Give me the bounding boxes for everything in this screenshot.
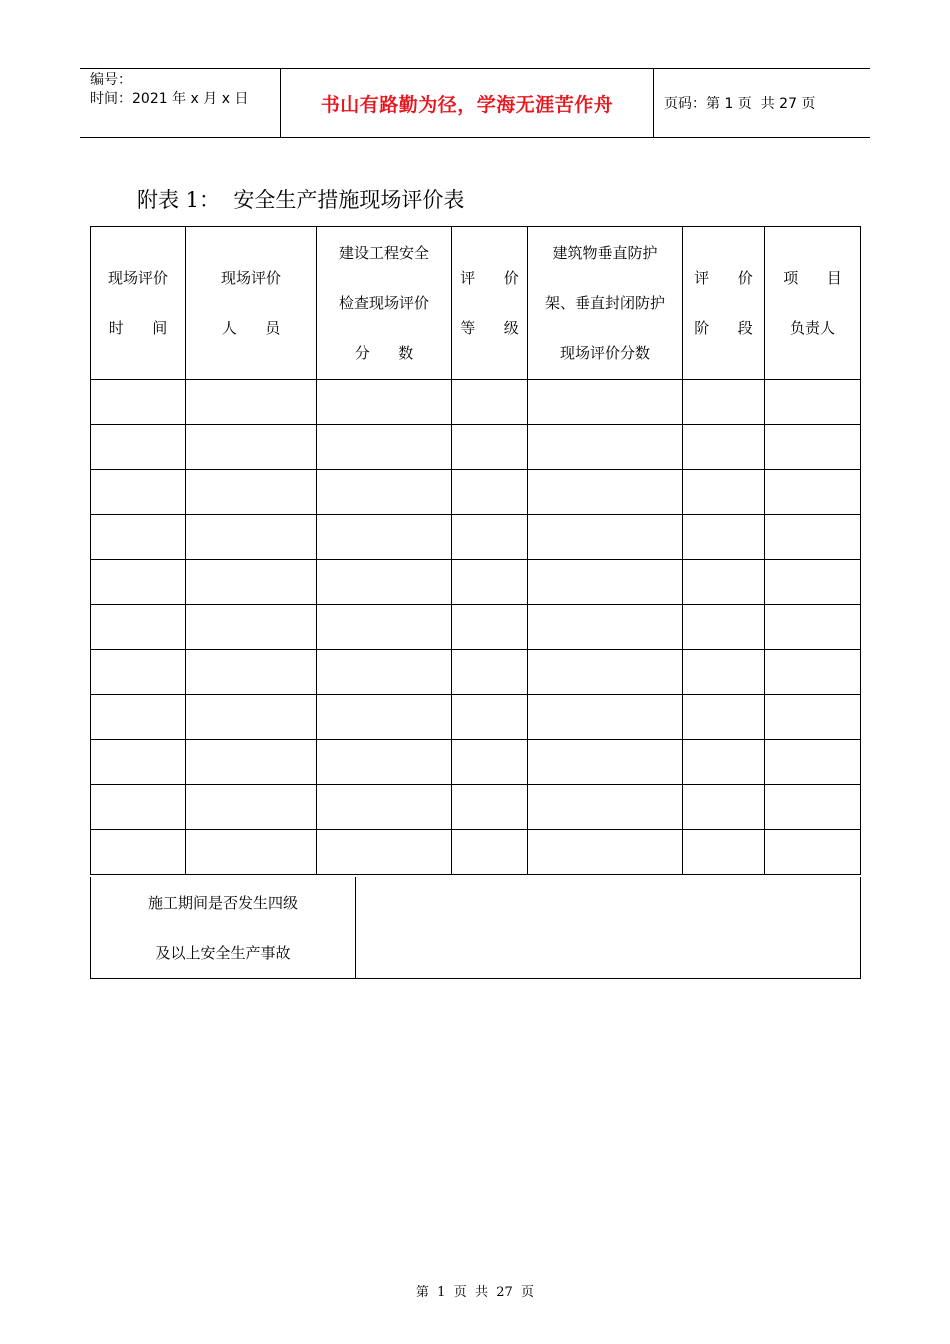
table-cell-time[interactable] — [91, 380, 186, 425]
table-cell-stage[interactable] — [683, 830, 765, 875]
evaluation-table — [90, 226, 861, 875]
table-cell-manager[interactable] — [765, 515, 861, 560]
page-footer — [0, 1281, 950, 1300]
accident-question-line-1: 施工期间是否发生四级 — [147, 893, 298, 912]
table-cell-evaluator[interactable] — [186, 740, 317, 785]
table-cell-stage[interactable] — [683, 605, 765, 650]
table-cell-grade[interactable] — [452, 605, 528, 650]
evaluation-table-body — [91, 227, 861, 875]
table-cell-time[interactable] — [91, 695, 186, 740]
document-title: 附表 1： 安全生产措施现场评价表 — [137, 188, 465, 212]
table-cell-grade[interactable] — [452, 695, 528, 740]
table-cell-evaluator[interactable] — [186, 380, 317, 425]
accident-question-row — [91, 877, 861, 979]
table-cell-manager[interactable] — [765, 740, 861, 785]
header-motto: 书山有路勤为径，学海无涯苦作舟 — [281, 69, 654, 137]
column-header-time — [91, 227, 186, 380]
table-header-row — [91, 227, 861, 380]
column-header-protection-score — [528, 227, 683, 380]
column-header-line: 现场评价 — [220, 269, 281, 287]
column-header-grade — [452, 227, 528, 380]
table-row — [91, 605, 861, 650]
table-row — [91, 470, 861, 515]
accident-question-line-2: 及以上安全生产事故 — [155, 943, 291, 962]
table-cell-grade[interactable] — [452, 515, 528, 560]
table-cell-evaluator[interactable] — [186, 830, 317, 875]
table-cell-evaluator[interactable] — [186, 470, 317, 515]
page-count-label: 页码：第 1 页 共 27 页 — [664, 96, 816, 112]
table-cell-manager[interactable] — [765, 380, 861, 425]
table-cell-safety-score[interactable] — [317, 740, 452, 785]
accident-answer-cell[interactable] — [356, 877, 861, 979]
header-page-info — [654, 69, 870, 137]
accident-question-label — [91, 877, 356, 979]
table-cell-evaluator[interactable] — [186, 515, 317, 560]
table-row — [91, 695, 861, 740]
table-cell-protection-score[interactable] — [528, 830, 683, 875]
table-cell-safety-score[interactable] — [317, 470, 452, 515]
column-header-evaluator — [186, 227, 317, 380]
table-cell-grade[interactable] — [452, 830, 528, 875]
table-cell-stage[interactable] — [683, 785, 765, 830]
column-header-line: 人 员 — [221, 319, 281, 337]
table-cell-safety-score[interactable] — [317, 560, 452, 605]
column-header-line: 架、垂直封闭防护 — [544, 294, 665, 312]
column-header-manager — [765, 227, 861, 380]
document-number-label: 编号： — [90, 72, 132, 88]
table-row — [91, 785, 861, 830]
table-cell-safety-score[interactable] — [317, 785, 452, 830]
table-cell-protection-score[interactable] — [528, 515, 683, 560]
table-cell-manager[interactable] — [765, 470, 861, 515]
table-cell-safety-score[interactable] — [317, 695, 452, 740]
table-cell-safety-score[interactable] — [317, 380, 452, 425]
column-header-line: 时 间 — [108, 319, 168, 337]
column-header-safety-score — [317, 227, 452, 380]
table-row — [91, 380, 861, 425]
column-header-line: 建设工程安全 — [338, 244, 429, 262]
document-time-label: 时间：2021 年 x 月 x 日 — [90, 91, 249, 107]
column-header-line: 项 目 — [783, 269, 842, 287]
table-cell-grade[interactable] — [452, 425, 528, 470]
table-row — [91, 650, 861, 695]
table-cell-time[interactable] — [91, 830, 186, 875]
table-cell-manager[interactable] — [765, 830, 861, 875]
table-cell-time[interactable] — [91, 650, 186, 695]
table-cell-protection-score[interactable] — [528, 605, 683, 650]
table-cell-safety-score[interactable] — [317, 830, 452, 875]
column-header-line: 现场评价 — [107, 269, 168, 287]
table-cell-evaluator[interactable] — [186, 560, 317, 605]
table-cell-evaluator[interactable] — [186, 605, 317, 650]
table-cell-grade[interactable] — [452, 785, 528, 830]
table-cell-time[interactable] — [91, 470, 186, 515]
table-cell-safety-score[interactable] — [317, 425, 452, 470]
table-cell-evaluator[interactable] — [186, 650, 317, 695]
table-cell-safety-score[interactable] — [317, 605, 452, 650]
table-cell-manager[interactable] — [765, 425, 861, 470]
table-cell-grade[interactable] — [452, 470, 528, 515]
table-cell-stage[interactable] — [683, 470, 765, 515]
table-row — [91, 425, 861, 470]
accident-question-table — [90, 877, 861, 979]
column-header-line: 等 级 — [460, 319, 519, 337]
table-cell-grade[interactable] — [452, 740, 528, 785]
table-cell-grade[interactable] — [452, 650, 528, 695]
column-header-line: 评 价 — [460, 269, 519, 287]
table-cell-safety-score[interactable] — [317, 515, 452, 560]
table-cell-stage[interactable] — [683, 515, 765, 560]
table-row — [91, 740, 861, 785]
column-header-line: 评 价 — [694, 269, 753, 287]
table-cell-grade[interactable] — [452, 560, 528, 605]
table-row — [91, 560, 861, 605]
table-cell-stage[interactable] — [683, 380, 765, 425]
table-cell-protection-score[interactable] — [528, 380, 683, 425]
column-header-line: 分 数 — [354, 344, 414, 362]
table-cell-evaluator[interactable] — [186, 695, 317, 740]
table-cell-protection-score[interactable] — [528, 560, 683, 605]
table-cell-time[interactable] — [91, 425, 186, 470]
table-cell-evaluator[interactable] — [186, 425, 317, 470]
table-cell-protection-score[interactable] — [528, 740, 683, 785]
table-cell-manager[interactable] — [765, 785, 861, 830]
header-meta — [80, 69, 281, 137]
table-cell-protection-score[interactable] — [528, 650, 683, 695]
table-cell-protection-score[interactable] — [528, 785, 683, 830]
table-row — [91, 515, 861, 560]
table-row — [91, 830, 861, 875]
table-cell-time[interactable] — [91, 785, 186, 830]
table-cell-grade[interactable] — [452, 380, 528, 425]
table-cell-manager[interactable] — [765, 605, 861, 650]
column-header-line: 检查现场评价 — [338, 294, 429, 312]
table-cell-stage[interactable] — [683, 695, 765, 740]
table-cell-stage[interactable] — [683, 740, 765, 785]
column-header-line: 现场评价分数 — [559, 344, 650, 362]
page-footer-text: 第 1 页 共 27 页 — [415, 1285, 535, 1300]
column-header-line: 建筑物垂直防护 — [552, 244, 658, 262]
table-cell-stage[interactable] — [683, 560, 765, 605]
table-cell-stage[interactable] — [683, 650, 765, 695]
table-cell-stage[interactable] — [683, 425, 765, 470]
page-header — [80, 68, 870, 138]
table-cell-protection-score[interactable] — [528, 425, 683, 470]
table-cell-time[interactable] — [91, 740, 186, 785]
table-cell-manager[interactable] — [765, 650, 861, 695]
table-cell-evaluator[interactable] — [186, 785, 317, 830]
table-cell-manager[interactable] — [765, 560, 861, 605]
table-cell-time[interactable] — [91, 560, 186, 605]
column-header-line: 负责人 — [789, 319, 835, 337]
table-cell-safety-score[interactable] — [317, 650, 452, 695]
table-cell-protection-score[interactable] — [528, 470, 683, 515]
column-header-stage — [683, 227, 765, 380]
table-cell-protection-score[interactable] — [528, 695, 683, 740]
table-cell-time[interactable] — [91, 605, 186, 650]
table-cell-manager[interactable] — [765, 695, 861, 740]
table-cell-time[interactable] — [91, 515, 186, 560]
column-header-line: 阶 段 — [694, 319, 753, 337]
